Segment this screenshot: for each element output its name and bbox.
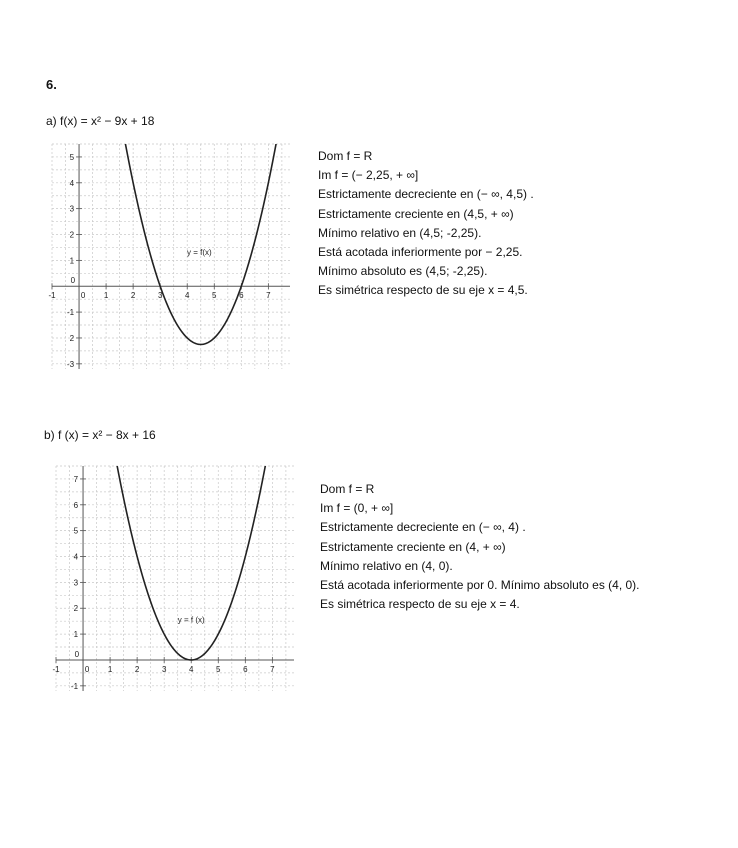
part-a-property: Mínimo relativo en (4,5; -2,25). <box>318 225 482 240</box>
x-tick-label: 0 <box>80 291 86 301</box>
y-tick-label: 4 <box>69 178 75 188</box>
x-tick-label: 4 <box>185 291 190 301</box>
y-tick-label: 2 <box>69 333 75 343</box>
x-tick-label: 2 <box>130 291 136 301</box>
parabola-curve <box>52 140 290 344</box>
x-tick-label: 0 <box>84 664 90 674</box>
x-tick-label: 4 <box>189 664 194 674</box>
part-b-property: Estrictamente creciente en (4, + ∞) <box>320 539 506 554</box>
part-a-property: Im f = (− 2,25, + ∞] <box>318 168 419 183</box>
y-tick-label: 0 <box>74 649 80 659</box>
part-b-property: Estrictamente decreciente en (− ∞, 4) . <box>320 520 526 535</box>
part-b-property: Mínimo relativo en (4, 0). <box>320 558 453 573</box>
y-tick-label: 5 <box>69 152 75 162</box>
part-a-property: Está acotada inferiormente por − 2,25. <box>318 245 523 260</box>
y-tick-label: 1 <box>73 630 79 640</box>
x-tick-label: 3 <box>161 664 167 674</box>
y-tick-label: 3 <box>73 578 79 588</box>
x-tick-label: 1 <box>107 664 113 674</box>
part-b-property: Im f = (0, + ∞] <box>320 501 394 516</box>
x-tick-label: 6 <box>239 291 244 301</box>
x-tick-label: 7 <box>270 664 275 674</box>
x-tick-label: 5 <box>212 291 217 301</box>
y-tick-label: 4 <box>73 552 79 562</box>
graph-part-b <box>50 462 300 697</box>
y-tick-label: -1 <box>66 308 75 318</box>
x-tick-label: 2 <box>134 664 140 674</box>
y-tick-label: 3 <box>69 204 75 214</box>
x-tick-label: 1 <box>103 291 109 301</box>
part-a-property: Mínimo absoluto es (4,5; -2,25). <box>318 264 488 279</box>
parabola-curve <box>56 462 294 660</box>
part-b-title: b) f (x) = x² − 8x + 16 <box>44 428 156 442</box>
graph-part-a <box>46 140 296 375</box>
curve-label: y = f(x) <box>187 248 212 258</box>
part-a-property: Es simétrica respecto de su eje x = 4,5. <box>318 283 528 298</box>
x-tick-label: -1 <box>48 291 56 301</box>
part-a-title: a) f(x) = x² − 9x + 18 <box>46 114 155 128</box>
x-tick-label: -1 <box>52 664 60 674</box>
x-tick-label: 3 <box>157 291 163 301</box>
x-tick-label: 7 <box>266 291 271 301</box>
y-tick-label: 5 <box>73 526 79 536</box>
y-tick-label: 1 <box>69 256 75 266</box>
y-tick-label: 2 <box>73 604 79 614</box>
y-tick-label: 7 <box>73 474 79 484</box>
y-tick-label: -3 <box>66 359 75 369</box>
x-tick-label: 6 <box>243 664 248 674</box>
y-tick-label: 0 <box>70 276 76 286</box>
part-b-property: Está acotada inferiormente por 0. Mínimo absoluto es (4, 0). <box>320 578 640 593</box>
part-a-property: Dom f = R <box>318 149 373 163</box>
part-a-property: Estrictamente creciente en (4,5, + ∞) <box>318 206 514 221</box>
part-b-properties <box>320 480 640 614</box>
part-a-property: Estrictamente decreciente en (− ∞, 4,5) . <box>318 187 534 202</box>
part-a-properties <box>318 147 534 301</box>
curve-label: y = f (x) <box>177 615 205 625</box>
part-b-property: Dom f = R <box>320 482 375 496</box>
y-tick-label: 6 <box>73 500 79 510</box>
exercise-number: 6. <box>46 77 57 92</box>
y-tick-label: -1 <box>70 681 79 691</box>
x-tick-label: 5 <box>216 664 221 674</box>
y-tick-label: 2 <box>69 230 75 240</box>
part-b-property: Es simétrica respecto de su eje x = 4. <box>320 597 520 612</box>
grid <box>52 144 290 369</box>
